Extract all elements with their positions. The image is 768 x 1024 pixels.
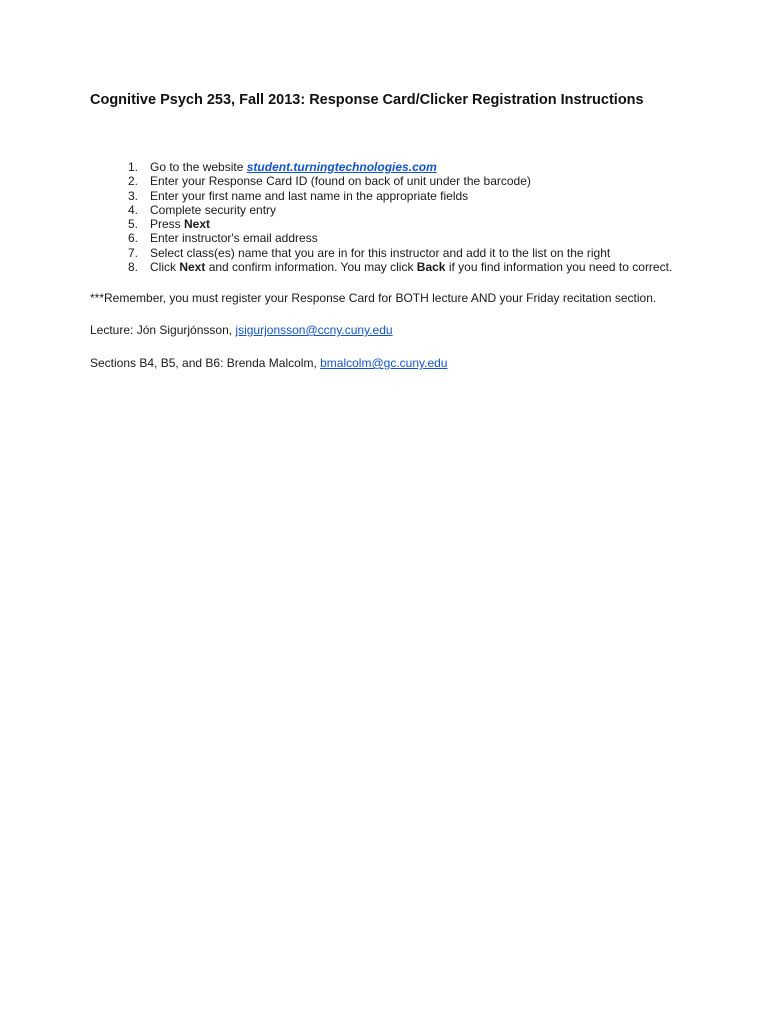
instruction-steps [90, 160, 672, 274]
step-7 [90, 246, 672, 260]
step-text: Select class(es) name that you are in for this instructor and add it to the list on the right [150, 245, 611, 260]
sections-email-link[interactable]: bmalcolm@gc.cuny.edu [320, 356, 448, 370]
sections-contact [90, 356, 447, 370]
step-number: 4. [127, 202, 138, 217]
lecture-label: Lecture: Jón Sigurjónsson, [90, 323, 236, 337]
step-number: 2. [127, 174, 138, 189]
step-bold-text: Next [184, 217, 211, 232]
step-number: 1. [127, 160, 138, 174]
step-number: 3. [127, 188, 138, 203]
step-text: Go to the website [150, 160, 247, 174]
step-text: and confirm information. You may click [205, 260, 417, 275]
step-bold-text: Back [416, 260, 446, 275]
step-text: if you find information you need to correct. [445, 260, 673, 275]
step-text: Complete security entry [150, 202, 277, 217]
registration-reminder: ***Remember, you must register your Response Card for BOTH lecture AND your Friday recitation section. [90, 291, 657, 305]
step-bold-text: Next [179, 260, 206, 275]
step-text: Click [150, 260, 180, 275]
document-title: Cognitive Psych 253, Fall 2013: Response Card/Clicker Registration Instructions [90, 92, 644, 108]
step-text: Enter your Response Card ID (found on back of unit under the barcode) [150, 174, 531, 189]
lecture-contact [90, 323, 393, 337]
step-number: 8. [127, 260, 138, 275]
step-5 [90, 217, 672, 231]
step-2 [90, 174, 672, 188]
step-text: Enter instructor's email address [150, 231, 318, 246]
lecture-email-link[interactable]: jsigurjonsson@ccny.cuny.edu [235, 323, 393, 337]
step-text: Enter your first name and last name in the appropriate fields [150, 188, 469, 203]
website-link[interactable]: student.turningtechnologies.com [246, 160, 437, 174]
step-text: Press [150, 217, 185, 232]
step-number: 7. [127, 245, 138, 260]
step-3 [90, 189, 672, 203]
step-8 [90, 260, 672, 274]
step-number: 5. [127, 217, 138, 232]
step-number: 6. [127, 231, 138, 246]
sections-label: Sections B4, B5, and B6: Brenda Malcolm, [90, 356, 321, 370]
step-4 [90, 203, 672, 217]
step-6 [90, 231, 672, 245]
step-1 [90, 160, 672, 174]
